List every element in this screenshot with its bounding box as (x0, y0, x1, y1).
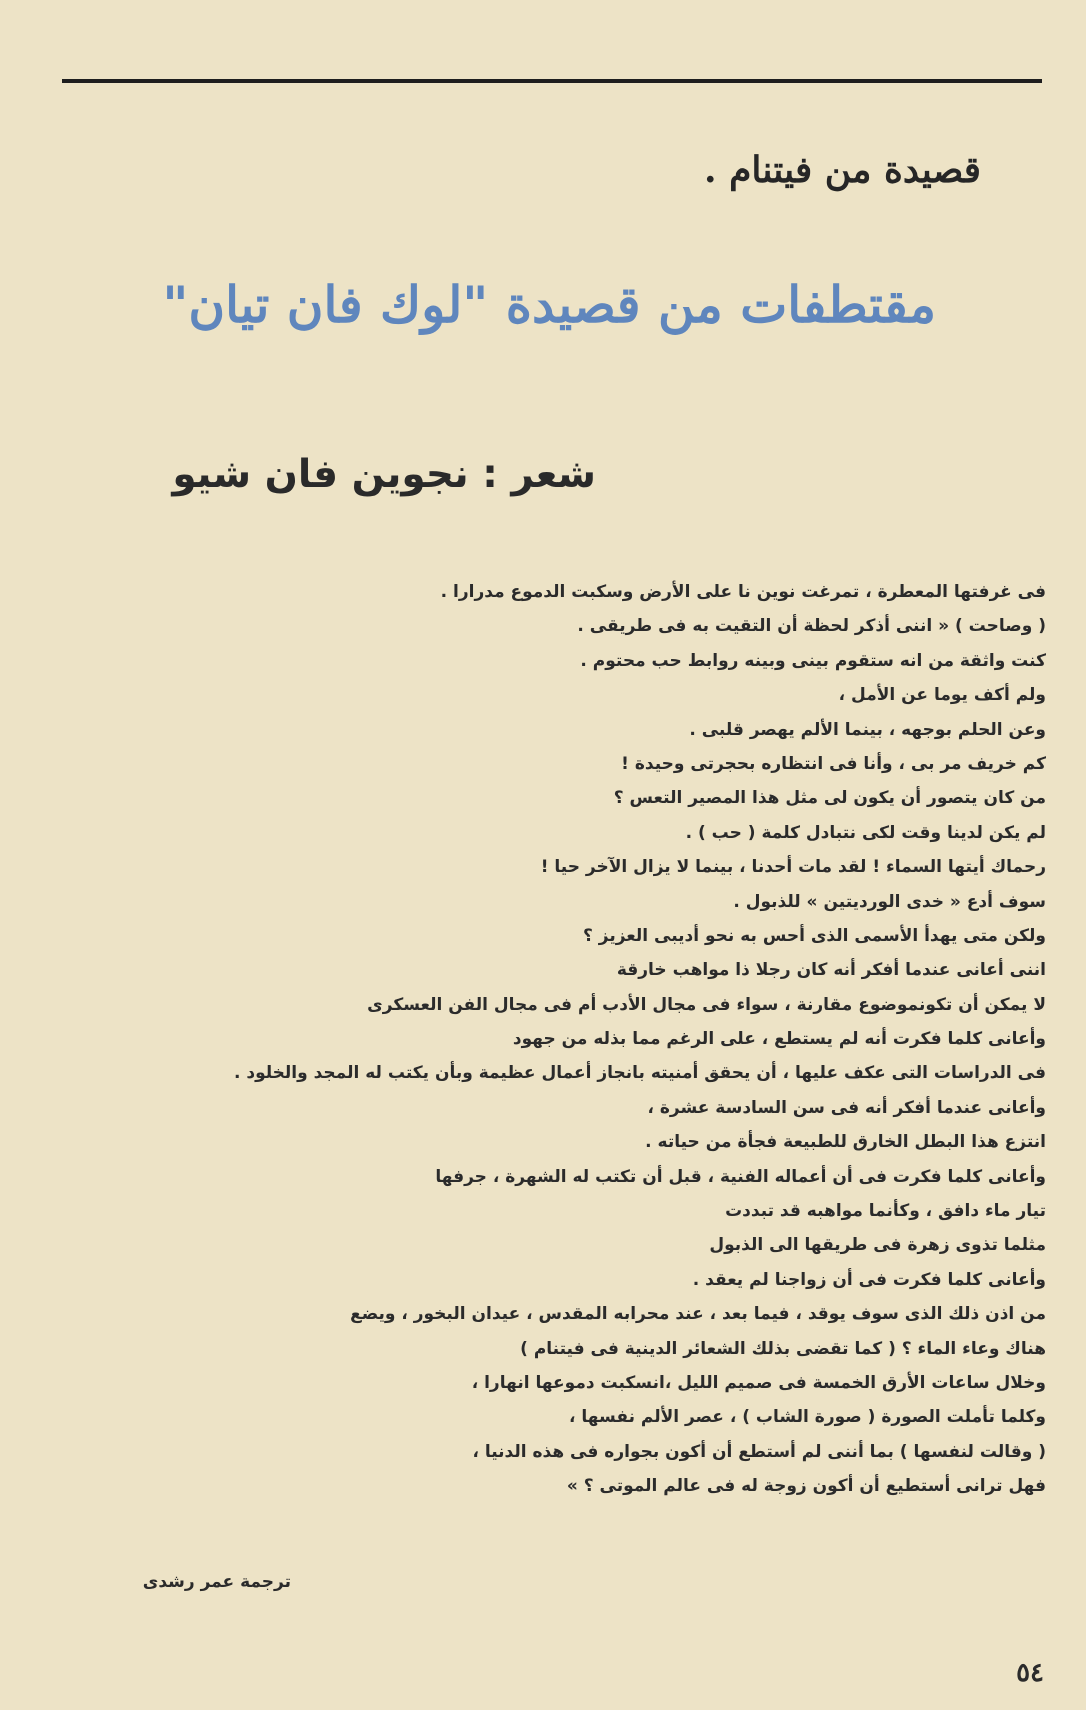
poem-line: سوف أدع « خدى الورديتين » للذبول . (733, 891, 1046, 912)
poem-line: اننى أعانى عندما أفكر أنه كان رجلا ذا مواهب خارقة (616, 960, 1046, 981)
poem-line: لا يمكن أن تكونموضوع مقارنة ، سواء فى مجال الأدب أم فى مجال الفن العسكرى (367, 994, 1046, 1015)
poem-line: وكلما تأملت الصورة ( صورة الشاب ) ، عصر الألم نفسها ، (569, 1407, 1046, 1428)
poem-line: وأعانى كلما فكرت أنه لم يستطع ، على الرغم مما بذله من جهود (512, 1029, 1046, 1050)
section-title (381, 140, 981, 200)
poem-line: فى غرفتها المعطرة ، تمرغت نوين نا على الأرض وسكبت الدموع مدرارا . (440, 582, 1046, 602)
poem-line: لم يكن لدينا وقت لكى نتبادل كلمة ( حب ) . (685, 822, 1046, 843)
poem-line: من اذن ذلك الذى سوف يوقد ، فيما بعد ، عند محرابه المقدس ، عيدان البخور ، ويضع (350, 1304, 1046, 1325)
poem-line: مثلما تذوى زهرة فى طريقها الى الذبول (709, 1235, 1046, 1256)
poem-line: انتزع هذا البطل الخارق للطبيعة فجأة من حياته . (645, 1132, 1046, 1153)
poem-line: وأعانى كلما فكرت فى أن زواجنا لم يعقد . (692, 1269, 1046, 1290)
poem-line: ولكن متى يهدأ الأسمى الذى أحس به نحو أديبى العزيز ؟ (582, 925, 1046, 946)
section-dot: . (704, 149, 717, 191)
poem-line: ولم أكف يوما عن الأمل ، (838, 685, 1046, 706)
page-number: ٥٤ (1016, 1658, 1044, 1688)
poem-body (36, 575, 1046, 1504)
section-title-text: قصيدة من فيتنام (729, 149, 981, 191)
poem-line: رحماك أيتها السماء ! لقد مات أحدنا ، بينما لا يزال الآخر حيا ! (540, 857, 1046, 878)
poem-line: هناك وعاء الماء ؟ ( كما تقضى بذلك الشعائر الدينية فى فيتنام ) (520, 1338, 1046, 1359)
poem-line: كنت واثقة من انه ستقوم بينى وبينه روابط حب محتوم . (580, 650, 1046, 671)
poem-line: فهل ترانى أستطيع أن أكون زوجة له فى عالم الموتى ؟ » (566, 1476, 1046, 1497)
poet-credit: شعر : نجوين فان شيو (172, 452, 596, 497)
poem-line: تيار ماء دافق ، وكأنما مواهبه قد تبددت (725, 1201, 1046, 1222)
poem-line: فى الدراسات التى عكف عليها ، أن يحقق أمنيته بانجاز أعمال عظيمة وبأن يكتب له المجد والخلود . (233, 1063, 1046, 1084)
poem-line: وعن الحلم بوجهه ، بينما الألم يهصر قلبى . (689, 719, 1046, 740)
top-rule (62, 79, 1042, 83)
poem-line: وخلال ساعات الأرق الخمسة فى صميم الليل ،انسكبت دموعها انهارا ، (471, 1372, 1046, 1393)
poem-title: مقتطفات من قصيدة "لوك فان تيان" (162, 275, 936, 334)
poem-line: ( وقالت لنفسها ) بما أننى لم أستطع أن أكون بجواره فى هذه الدنيا ، (472, 1441, 1046, 1462)
poem-line: ( وصاحت ) « اننى أذكر لحظة أن التقيت به فى طريقى . (577, 616, 1046, 637)
poem-line: وأعانى كلما فكرت فى أن أعماله الفنية ، قبل أن تكتب له الشهرة ، جرفها (435, 1166, 1046, 1187)
translator-credit: ترجمة عمر رشدى (142, 1572, 291, 1592)
poem-line: كم خريف مر بى ، وأنا فى انتظاره بحجرتى وحيدة ! (621, 753, 1046, 774)
poem-line: وأعانى عندما أفكر أنه فى سن السادسة عشرة ، (647, 1097, 1046, 1118)
poem-line: من كان يتصور أن يكون لى مثل هذا المصير التعس ؟ (613, 788, 1046, 809)
